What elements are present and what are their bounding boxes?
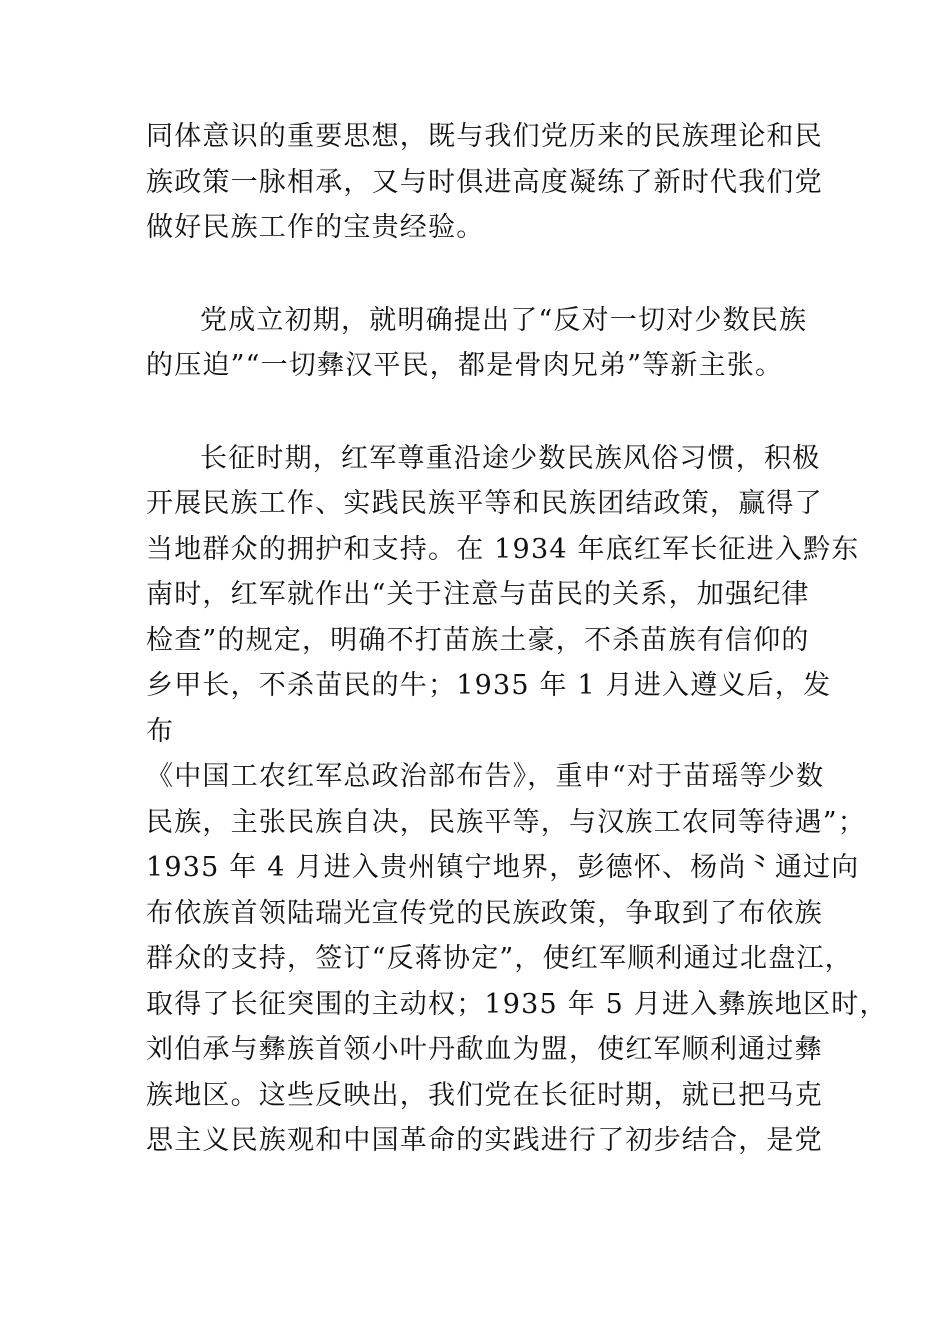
paragraph-3-line-6: 乡甲长，不杀苗民的牛；1935 年 1 月进入遵义后，发 [146, 670, 832, 701]
paragraph-3-line-7: 布 [146, 716, 175, 747]
paragraph-3-line-10: 1935 年 4 月进入贵州镇宁地界，彭德怀、杨尚⺀通过向 [146, 852, 860, 883]
paragraph-3-line-4: 南时，红军就作出“关于注意与苗民的关系，加强纪律 [146, 579, 810, 610]
paragraph-3-line-12: 群众的支持，签订“反蒋协定”，使红军顺利通过北盘江， [146, 943, 853, 974]
paragraph-1-line-1: 同体意识的重要思想，既与我们党历来的民族理论和民 [146, 121, 823, 152]
paragraph-3-line-8: 《中国工农红军总政治部布告》，重申“对于苗瑶等少数 [146, 761, 825, 792]
paragraph-1-line-2: 族政策一脉相承，又与时俱进高度凝练了新时代我们党 [146, 167, 823, 198]
paragraph-3-line-3: 当地群众的拥护和支持。在 1934 年底红军长征进入黔东 [146, 534, 860, 565]
paragraph-3-line-15: 族地区。这些反映出，我们党在长征时期，就已把马克 [146, 1080, 823, 1111]
paragraph-3-line-13: 取得了长征突围的主动权；1935 年 5 月进入彝族地区时， [146, 989, 888, 1020]
paragraph-3-line-14: 刘伯承与彝族首领小叶丹歃血为盟，使红军顺利通过彝 [146, 1034, 823, 1065]
paragraph-3-line-5: 检查”的规定，明确不打苗族土豪，不杀苗族有信仰的 [146, 625, 810, 656]
paragraph-3-line-11: 布依族首领陆瑞光宣传党的民族政策，争取到了布依族 [146, 898, 823, 929]
paragraph-3-line-1: 长征时期，红军尊重沿途少数民族风俗习惯，积极 [200, 443, 821, 474]
paragraph-3-line-9: 民族，主张民族自决，民族平等，与汉族工农同等待遇”； [146, 807, 867, 838]
paragraph-3-line-2: 开展民族工作、实践民族平等和民族团结政策，赢得了 [146, 488, 823, 519]
paragraph-1-line-3: 做好民族工作的宝贵经验。 [146, 212, 485, 243]
paragraph-3-line-16: 思主义民族观和中国革命的实践进行了初步结合，是党 [146, 1125, 823, 1156]
paragraph-2-line-2: 的压迫”“一切彝汉平民，都是骨肉兄弟”等新主张。 [146, 350, 784, 381]
paragraph-2-line-1: 党成立初期，就明确提出了“反对一切对少数民族 [200, 305, 808, 336]
